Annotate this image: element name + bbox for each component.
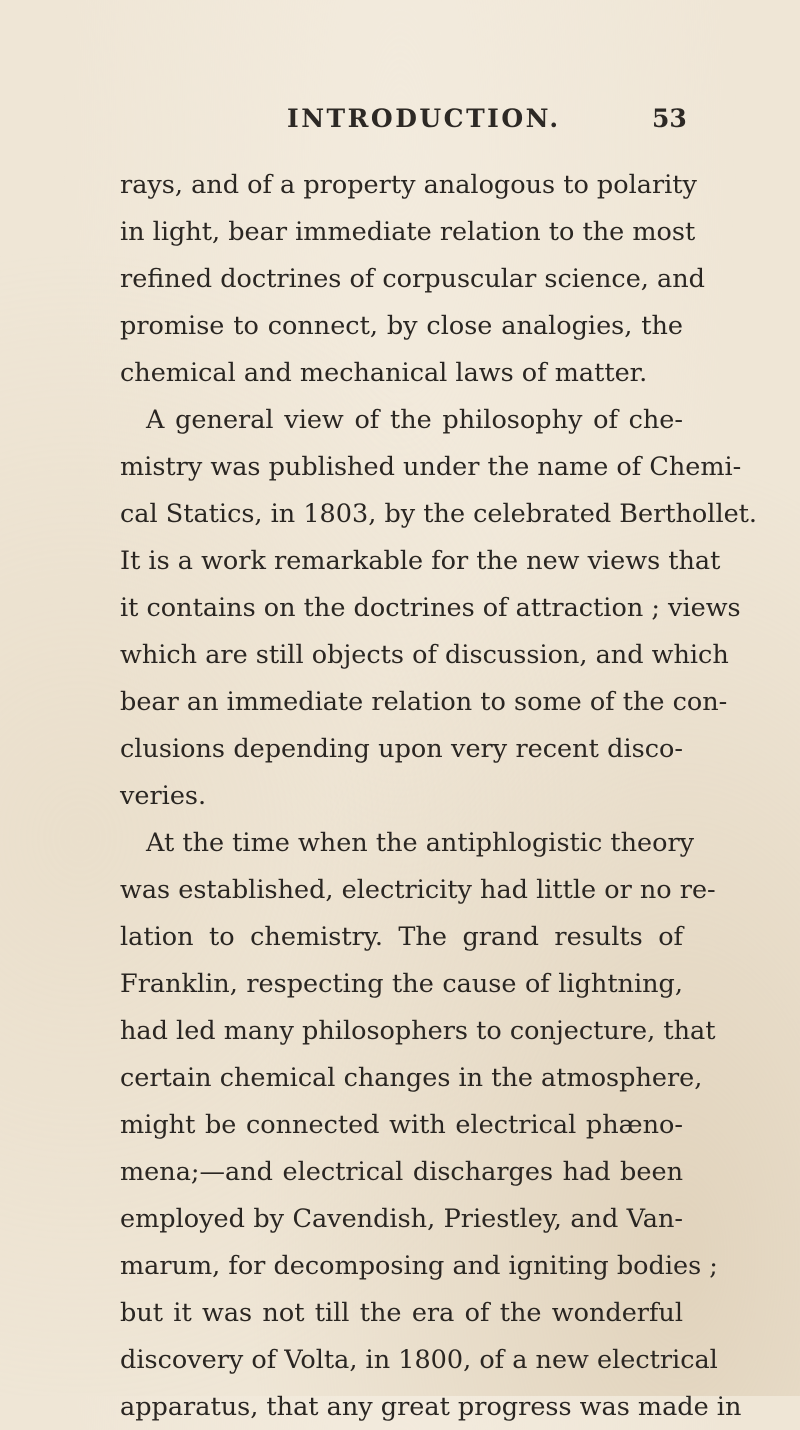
text-line: was established, electricity had little or no re- <box>120 875 716 905</box>
text-line: had led many philosophers to conjecture, that <box>120 1016 716 1046</box>
text-line: mistry was published under the name of Chemi- <box>120 452 742 482</box>
text-line: employed by Cavendish, Priestley, and Van- <box>120 1204 683 1234</box>
text-line: certain chemical changes in the atmosphere, <box>120 1063 703 1093</box>
text-line: mena;—and electrical discharges had been <box>120 1157 683 1187</box>
text-line: cal Statics, in 1803, by the celebrated Berthollet. <box>120 499 758 529</box>
running-head-title: INTRODUCTION. <box>287 104 561 133</box>
text-line: in light, bear immediate relation to the most <box>120 217 696 247</box>
paragraph-first-line: A general view of the philosophy of che- <box>146 405 683 435</box>
text-line: might be connected with electrical phæno- <box>120 1110 683 1140</box>
text-line: Franklin, respecting the cause of lightning, <box>120 969 683 999</box>
text-line: veries. <box>120 781 207 811</box>
text-line: refined doctrines of corpuscular science, and <box>120 264 705 294</box>
text-line: apparatus, that any great progress was made in <box>120 1392 742 1422</box>
text-line: lation to chemistry. The grand results of <box>120 922 683 952</box>
text-line: promise to connect, by close analogies, the <box>120 311 683 341</box>
page-number: 53 <box>652 104 687 133</box>
text-line: discovery of Volta, in 1800, of a new electrical <box>120 1345 718 1375</box>
text-line: it contains on the doctrines of attraction ; views <box>120 593 741 623</box>
paragraph-first-line: At the time when the antiphlogistic theory <box>146 828 695 858</box>
text-line: clusions depending upon very recent disco- <box>120 734 683 764</box>
text-line: chemical and mechanical laws of matter. <box>120 358 648 388</box>
text-line: rays, and of a property analogous to polarity <box>120 170 697 200</box>
text-line: bear an immediate relation to some of the con- <box>120 687 728 717</box>
text-line: It is a work remarkable for the new views that <box>120 546 721 576</box>
running-head <box>0 104 800 144</box>
text-line: which are still objects of discussion, and which <box>120 640 729 670</box>
text-line: marum, for decomposing and igniting bodies ; <box>120 1251 718 1281</box>
text-line: but it was not till the era of the wonderful <box>120 1298 683 1328</box>
